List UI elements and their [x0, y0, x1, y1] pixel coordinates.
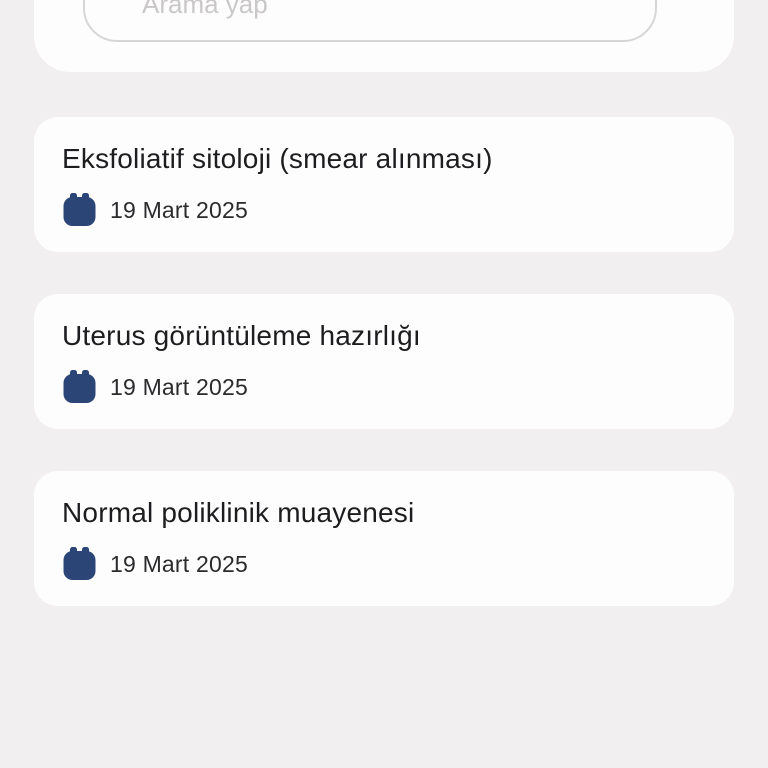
- calendar-icon: [62, 546, 97, 582]
- appointment-date: 19 Mart 2025: [110, 373, 248, 400]
- appointment-card[interactable]: [34, 471, 734, 606]
- search-input[interactable]: [83, 0, 657, 42]
- appointment-date: 19 Mart 2025: [110, 550, 248, 577]
- appointment-date-row: [62, 192, 706, 228]
- calendar-icon: [62, 192, 97, 228]
- appointment-date: 19 Mart 2025: [110, 196, 248, 223]
- appointment-date-row: [62, 369, 706, 405]
- appointment-date-row: [62, 546, 706, 582]
- search-panel: [34, 0, 734, 72]
- appointment-title: Normal poliklinik muayenesi: [62, 497, 415, 528]
- appointment-list: [34, 117, 734, 606]
- appointment-title: Uterus görüntüleme hazırlığı: [62, 320, 421, 351]
- appointment-card[interactable]: [34, 294, 734, 429]
- appointment-card[interactable]: [34, 117, 734, 252]
- appointment-title: Eksfoliatif sitoloji (smear alınması): [62, 143, 493, 174]
- calendar-icon: [62, 369, 97, 405]
